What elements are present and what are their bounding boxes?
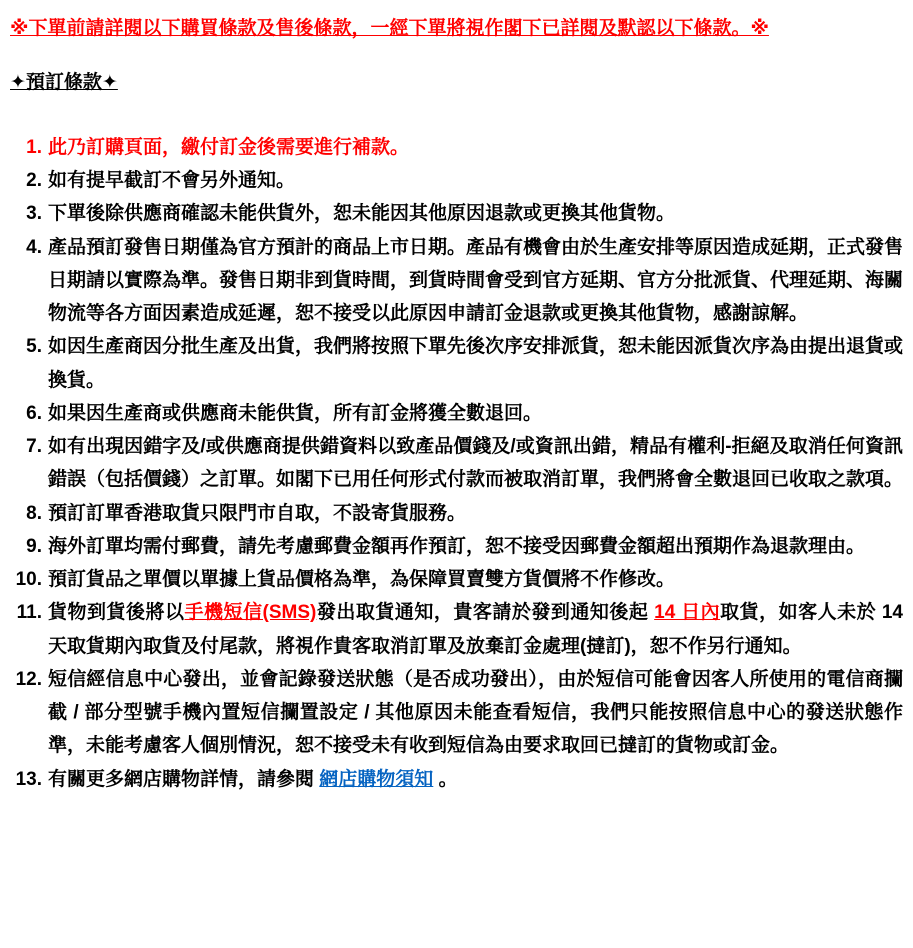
term-text bbox=[48, 403, 542, 424]
term-item bbox=[10, 563, 903, 596]
term-number: 3. bbox=[26, 203, 42, 225]
term-number: 13. bbox=[15, 768, 42, 790]
text-segment: 。 bbox=[433, 768, 458, 790]
term-number: 9. bbox=[26, 535, 42, 557]
term-item bbox=[10, 663, 903, 763]
term-number: 5. bbox=[26, 336, 42, 358]
term-item bbox=[10, 596, 903, 663]
term-text bbox=[48, 769, 458, 790]
term-item bbox=[10, 430, 903, 497]
term-text bbox=[48, 602, 903, 656]
page-title: ※下單前請詳閱以下購買條款及售後條款，一經下單將視作閣下已詳閱及默認以下條款。※ bbox=[10, 18, 769, 39]
text-segment: 發出取貨通知，貴客請於發到通知後起 bbox=[316, 602, 655, 624]
term-text bbox=[48, 536, 865, 557]
term-text bbox=[48, 503, 466, 524]
term-text bbox=[48, 336, 903, 390]
term-item bbox=[10, 131, 903, 164]
term-item bbox=[10, 231, 903, 331]
term-item bbox=[10, 763, 903, 796]
text-segment: 此乃訂購頁面，繳付訂金後需要進行補款。 bbox=[48, 136, 410, 158]
term-item bbox=[10, 497, 903, 530]
terms-list bbox=[10, 131, 903, 796]
term-number: 7. bbox=[26, 436, 42, 458]
term-text bbox=[48, 137, 409, 158]
term-text bbox=[48, 203, 675, 224]
text-segment: 產品預訂發售日期僅為官方預計的商品上市日期。產品有機會由於生產安排等原因造成延期，正式發售日期請以實際為準。發售日期非到貨時間，到貨時間會受到官方延期、官方分批派貨、代理延期、海關物流等各方面因素造成延遲，恕不接受以此原因申請訂金退款或更換其他貨物，感謝諒解。 bbox=[48, 236, 904, 325]
term-item bbox=[10, 164, 903, 197]
term-number: 6. bbox=[26, 402, 42, 424]
store-shopping-notice-link[interactable]: 網店購物須知 bbox=[319, 768, 434, 790]
text-segment: 如有提早截訂不會另外通知。 bbox=[48, 170, 296, 192]
text-segment: 預訂訂單香港取貨只限門市自取，不設寄貨服務。 bbox=[48, 502, 467, 524]
text-segment: 下單後除供應商確認未能供貨外，恕未能因其他原因退款或更換其他貨物。 bbox=[48, 203, 676, 225]
term-number: 11. bbox=[16, 602, 42, 624]
term-text bbox=[48, 569, 675, 590]
term-item bbox=[10, 330, 903, 397]
text-segment: 有關更多網店購物詳情，請參閱 bbox=[48, 768, 320, 790]
text-segment: 預訂貨品之單價以單據上貨品價格為準，為保障買賣雙方貨價將不作修改。 bbox=[48, 569, 676, 591]
term-number: 1. bbox=[26, 136, 42, 158]
term-number: 4. bbox=[26, 236, 42, 258]
term-number: 10. bbox=[15, 569, 42, 591]
text-segment: 貨物到貨後將以 bbox=[48, 602, 185, 624]
term-text bbox=[48, 436, 903, 490]
text-segment: 如因生產商因分批生產及出貨，我們將按照下單先後次序安排派貨，恕未能因派貨次序為由提出退貨或換貨。 bbox=[48, 336, 904, 391]
highlighted-text: 14 日內 bbox=[654, 602, 721, 624]
text-segment: 如果因生產商或供應商未能供貨，所有訂金將獲全數退回。 bbox=[48, 402, 543, 424]
term-number: 8. bbox=[26, 502, 42, 524]
term-number: 12. bbox=[15, 668, 42, 690]
term-text bbox=[48, 237, 903, 325]
term-item bbox=[10, 397, 903, 430]
text-segment: 海外訂單均需付郵費，請先考慮郵費金額再作預訂，恕不接受因郵費金額超出預期作為退款理由。 bbox=[48, 535, 866, 557]
text-segment: 取貨，如客人未於 14 天取貨期內取貨及付尾款，將視作貴客取消訂單及放棄訂金處理(撻訂)，恕不作另行通知。 bbox=[48, 602, 903, 657]
term-item bbox=[10, 530, 903, 563]
term-number: 2. bbox=[26, 170, 42, 192]
text-segment: 如有出現因錯字及/或供應商提供錯資料以致產品價錢及/或資訊出錯，精品有權利-拒絕及取消任何資訊錯誤（包括價錢）之訂單。如閣下已用任何形式付款而被取消訂單，我們將會全數退回已收取之款項。 bbox=[48, 436, 904, 491]
highlighted-text: 手機短信(SMS) bbox=[184, 602, 317, 624]
section-header-preorder-terms: ✦預訂條款✦ bbox=[10, 72, 118, 94]
term-text bbox=[48, 170, 295, 191]
text-segment: 短信經信息中心發出，並會記錄發送狀態（是否成功發出），由於短信可能會因客人所使用的電信商攔截 / 部分型號手機內置短信攔置設定 / 其他原因未能查看短信，我們只能按照信息中心的發送狀態作準，未能考慮客人個別情況，恕不接受未有收到短信為由要求取回已撻訂的貨物或訂金。 bbox=[48, 668, 903, 757]
term-item bbox=[10, 197, 903, 230]
term-text bbox=[48, 669, 903, 757]
